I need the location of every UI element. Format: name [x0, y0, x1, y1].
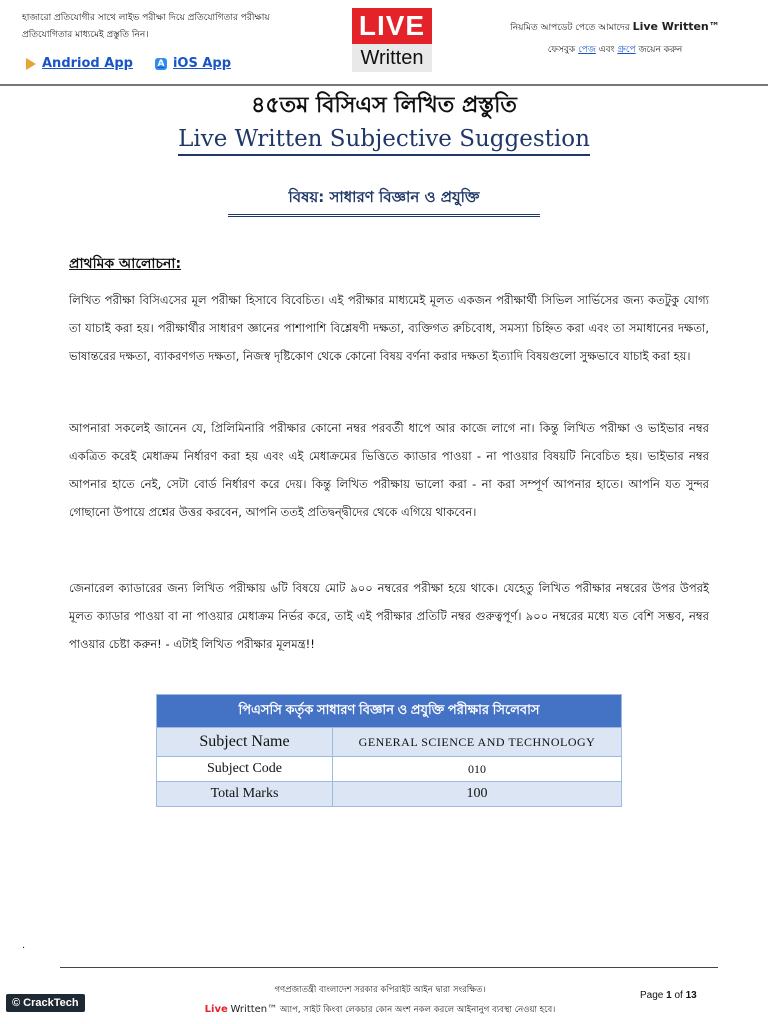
table-row [157, 757, 622, 782]
table-key: Total Marks [157, 782, 333, 807]
paragraph-2: আপনারা সকলেই জানেন যে, প্রিলিমিনারি পরীক্ষার কোনো নম্বর পরবর্তী ধাপে আর কাজে লাগে না। কিন্তু লিখিত পরীক্ষা ও ভাইভার নম্বর একত্রিত করেই মেধাক্রম নির্ধারণ করা হয় এবং এই মেধাক্রমের ভিত্তিতে ক্যাডার পাওয়া - না পাওয়ার বিষয়টি নিবেচিত হয়। ভাইভার নম্বর আপনার হাতে নেই, সেটা বোর্ড নির্ধারণ করে দেয়। কিন্তু লিখিত পরীক্ষায় ভালো করা - না করা সম্পূর্ণ আপনার হাতে। আপনি যত সুন্দর গোছানো উপায়ে প্রশ্নের উত্তর করবেন, আপনি ততই প্রতিদ্বন্দ্বীদের থেকে এগিয়ে থাকবেন। [69, 421, 709, 519]
section-heading: প্রাথমিক আলোচনা: [69, 256, 182, 272]
page-subtitle [0, 126, 768, 152]
table-value: 100 [333, 782, 622, 807]
header-social-line-1 [470, 16, 760, 39]
social-text-1: নিয়মিত আপডেট পেতে আমাদের [510, 23, 630, 33]
paragraph-3: জেনারেল ক্যাডারের জন্য লিখিত পরীক্ষায় ৬টি বিষয়ে মোট ৯০০ নম্বরের পরীক্ষা হয়ে থাকে। যেহেতু লিখিত পরীক্ষার নম্বরের উপর উপরই মূলত ক্যাডার পাওয়া বা না পাওয়ার মেধাক্রম নির্ভর করে, তাই এই পরীক্ষার প্রতিটি নম্বর গুরুত্বপূর্ণ। ৯০০ নম্বরের মধ্যে যত বেশি সম্ভব, নম্বর পাওয়ার চেষ্টা করুন! - এটাই লিখিত পরীক্ষার মূলমন্ত্র!! [69, 581, 709, 651]
page-subtitle-text: Live Written Subjective Suggestion [178, 126, 590, 156]
social-text-2c: জয়েন করুন [638, 45, 683, 55]
subject-heading [0, 186, 768, 217]
ios-app-label: iOS App [172, 56, 232, 71]
android-app-link[interactable] [26, 56, 133, 71]
table-row [157, 728, 622, 757]
page-of: of [674, 990, 683, 1001]
footer-brand-live: Live [204, 1004, 228, 1015]
page-number [640, 990, 697, 1001]
header-social-line-2 [470, 39, 760, 61]
live-written-logo [352, 8, 432, 72]
header-tagline-line-2: প্রতিযোগিতার মাধ্যমেই প্রস্তুতি নিন। [22, 30, 149, 40]
facebook-page-link[interactable]: পেজ [578, 45, 596, 55]
table-value: 010 [333, 757, 622, 782]
header-tagline [22, 10, 322, 44]
page-total: 13 [685, 990, 697, 1001]
stray-dot: . [22, 940, 26, 951]
table-value: GENERAL SCIENCE AND TECHNOLOGY [333, 728, 622, 757]
android-app-label: Andriod App [42, 56, 133, 71]
table-row [157, 782, 622, 807]
footer-copyright: গণপ্রজাতন্ত্রী বাংলাদেশ সরকার কপিরাইট আইন দ্বারা সংরক্ষিত। [274, 985, 486, 995]
table-key: Subject Code [157, 757, 333, 782]
syllabus-table [156, 694, 622, 807]
header-social [470, 16, 760, 61]
page-current: 1 [666, 990, 672, 1001]
footer-warning-text: অ্যাপ, সাইট কিংবা লেকচার কোন অংশ নকল করলে আইনানুগ ব্যবস্থা নেওয়া হবে। [279, 1005, 556, 1015]
footer-brand-written: Written™ [230, 1004, 278, 1015]
social-text-2a: ফেসবুক [547, 45, 576, 55]
logo-written: Written [352, 44, 432, 72]
header-tagline-line-1: হাজারো প্রতিযোগীর সাথে লাইভ পরীক্ষা দিয়ে প্রতিযোগিতার পরীক্ষায় [22, 13, 270, 23]
paragraph-1: লিখিত পরীক্ষা বিসিএসের মূল পরীক্ষা হিসাবে বিবেচিত। এই পরীক্ষার মাধ্যমেই মূলত একজন পরীক্ষার্থী সিভিল সার্ভিসের জন্য কতটুকু যোগ্য তা যাচাই করা হয়। পরীক্ষার্থীর সাধারণ জ্ঞানের পাশাপাশি বিশ্লেষণী দক্ষতা, ব্যক্তিগত রুচিবোধ, সমস্যা চিহ্নিত করা এবং তা সমাধানের দক্ষতা, ভাষান্তরের দক্ষতা, ব্যাকরণগত দক্ষতা, নিজস্ব দৃষ্টিকোণ থেকে কোনো বিষয় বর্ণনা করার দক্ষতা ইত্যাদি বিষয়গুলো সুক্ষভাবে যাচাই করা হয়। [69, 293, 709, 363]
logo-live: LIVE [352, 8, 432, 44]
cracktech-badge: © CrackTech [6, 994, 85, 1012]
footer-notice [150, 980, 610, 1020]
footer-warning [150, 1000, 610, 1020]
play-store-icon [26, 58, 36, 70]
table-key: Subject Name [157, 728, 333, 757]
page-label: Page [640, 990, 664, 1001]
footer-divider [60, 967, 718, 968]
header-divider [0, 84, 768, 86]
subject-heading-text: বিষয়: সাধারণ বিজ্ঞান ও প্রযুক্তি [228, 186, 539, 217]
app-store-icon: A [155, 58, 167, 70]
ios-app-link[interactable] [155, 56, 231, 71]
syllabus-table-heading: পিএসসি কর্তৃক সাধারণ বিজ্ঞান ও প্রযুক্তি পরীক্ষার সিলেবাস [157, 695, 622, 728]
page-title: ৪৫তম বিসিএস লিখিত প্রস্তুতি [251, 93, 517, 118]
facebook-group-link[interactable]: গ্রুপে [617, 45, 636, 55]
social-text-2b: এবং [598, 45, 615, 55]
social-brand: Live Written™ [632, 20, 720, 33]
app-links [26, 56, 231, 71]
